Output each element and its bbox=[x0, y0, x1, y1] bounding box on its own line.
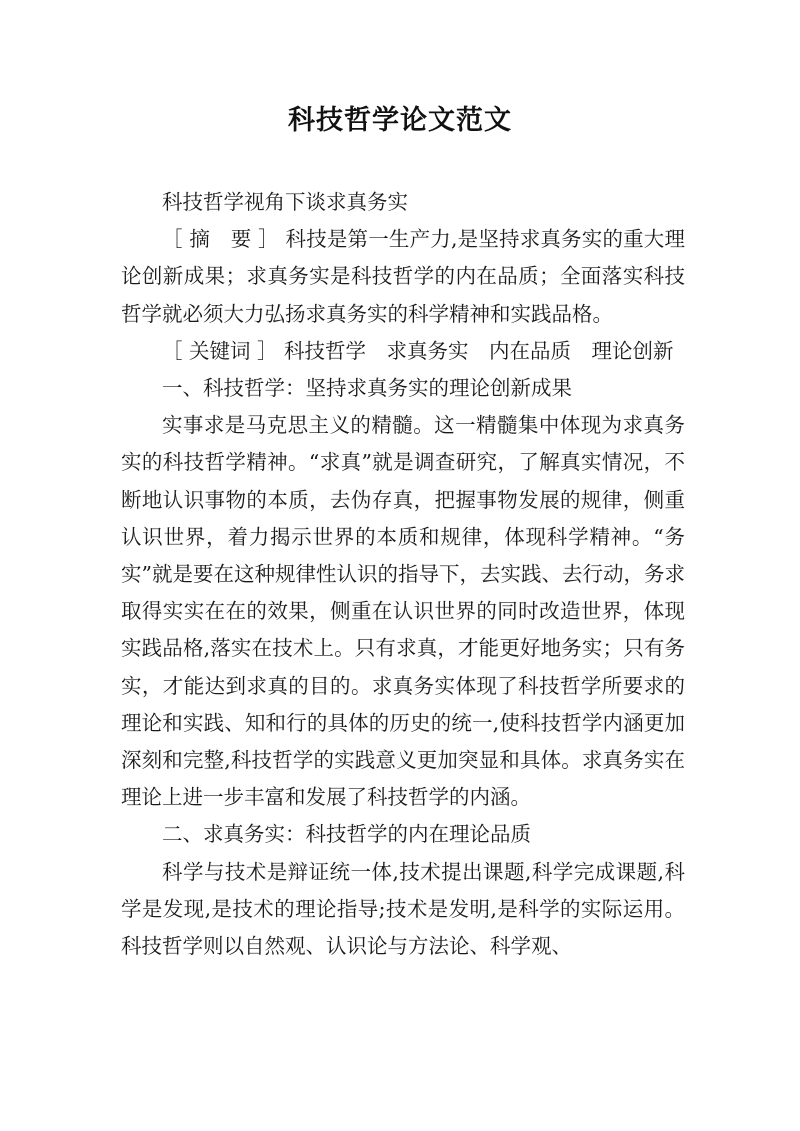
abstract-paragraph: ［ 摘 要 ］ 科技是第一生产力,是坚持求真务实的重大理论创新成果；求真务实是科技哲学的内在品质；全面落实科技哲学就必须大力弘扬求真务实的科学精神和实践品格。 bbox=[121, 227, 685, 326]
section-2-paragraph: 科学与技术是辩证统一体,技术提出课题,科学完成课题,科学是发现,是技术的理论指导;技术是发明,是科学的实际运用。科技哲学则以自然观、认识论与方法论、科学观、 bbox=[121, 859, 685, 959]
section-2-heading: 二、求真务实：科技哲学的内在理论品质 bbox=[162, 822, 531, 847]
keywords-line: ［ 关键词 ］ 科技哲学 求真务实 内在品质 理论创新 bbox=[162, 338, 674, 363]
section-1-paragraph: 实事求是马克思主义的精髓。这一精髓集中体现为求真务实的科技哲学精神。“求真”就是调查研究，了解真实情况，不断地认识事物的本质，去伪存真，把握事物发展的规律，侧重认识世界，着力揭示世界的本质和规律，体现科学精神。“务实”就是要在这种规律性认识的指导下，去实践、去行动，务求取得实实在在的效果，侧重在认识世界的同时改造世界，体现实践品格,落实在技术上。只有求真，才能更好地务实；只有务实，才能达到求真的目的。求真务实体现了科技哲学所要求的理论和实践、知和行的具体的历史的统一,使科技哲学内涵更加深刻和完整,科技哲学的实践意义更加突显和具体。求真务实在理论上进一步丰富和发展了科技哲学的内涵。 bbox=[121, 413, 685, 810]
section-1-heading: 一、科技哲学：坚持求真务实的理论创新成果 bbox=[162, 376, 572, 401]
document-title: 科技哲学论文范文 bbox=[288, 105, 512, 136]
subtitle: 科技哲学视角下谈求真务实 bbox=[162, 190, 408, 214]
document-body bbox=[121, 184, 685, 965]
